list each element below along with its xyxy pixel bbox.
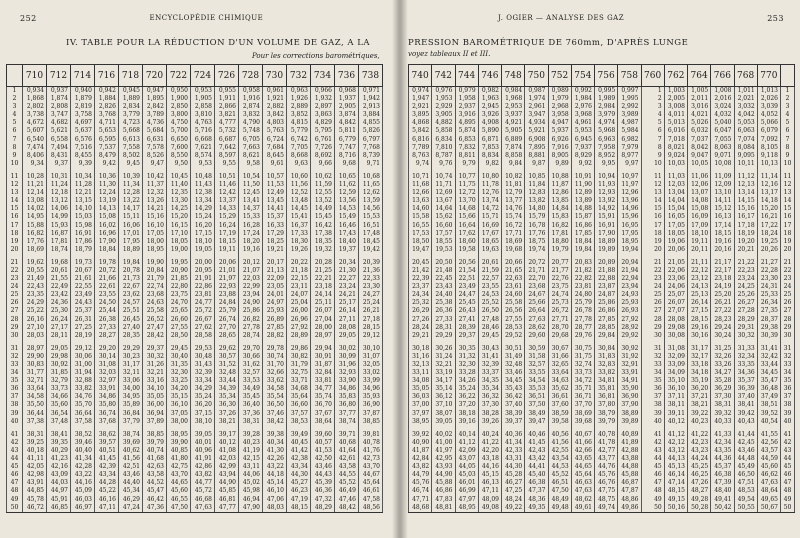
table-cell: 0,955 1,911 2,866 3,821 4,777 5,732 6,687 7,642 8,597 9,55 [215,87,239,168]
table-cell: 11,12 12,13 13,14 14,15 15,16 16,17 17,18 18,19 19,20 20,21 [734,173,757,254]
column-header: 730 [263,65,287,87]
table-cell: 0,984 1,968 2,953 3,937 4,921 5,905 6,889 7,874 8,858 9,84 [502,87,525,168]
table-cell: 21,27 22,28 23,30 24,31 25,33 26,34 27,35 28,37 29,38 30,39 [757,259,780,340]
table-cell: 20,56 21,54 22,51 23,49 24,47 25,45 26,43 27,41 28,39 29,37 [455,259,478,340]
table-cell: 29,53 30,48 31,43 32,39 33,34 34,29 35,24 36,20 37,15 38,10 [191,345,215,426]
running-head-right: J. OGIER — ANALYSE DES GAZ [498,14,625,22]
table-cell: 30,10 31,07 32,05 33,02 33,99 34,96 35,93 36,90 37,87 38,85 [359,345,383,426]
column-header: 724 [191,65,215,87]
table-cell: 40,14 41,12 42,09 43,07 44,05 45,03 46,01 46,99 47,97 48,95 [455,431,478,512]
table-cell: 0,971 1,942 2,913 3,884 4,855 5,826 6,797 7,768 8,739 9,71 [359,87,383,168]
table-cell: 20,94 21,94 22,94 23,94 24,93 25,93 26,93 27,92 28,92 29,92 [618,259,641,340]
table-cell: 10,34 11,28 12,21 13,15 14,10 15,03 15,98 16,91 17,86 18,79 [71,173,95,254]
table-cell: 20,06 21,01 21,97 22,93 23,88 24,84 25,79 26,74 27,70 28,65 [215,259,239,340]
table-block [409,259,795,340]
table-cell: 10,91 11,90 12,89 13,89 14,88 15,87 16,86 17,85 18,84 19,84 [571,173,594,254]
table-cell: 0,961 1,921 2,882 3,842 4,803 5,763 6,724 7,684 8,645 9,61 [263,87,287,168]
table-cell: 20,72 21,71 22,70 23,68 24,67 25,66 26,64 27,63 28,62 29,60 [525,259,548,340]
book-gutter [392,0,408,538]
page-number-right: 253 [767,14,784,23]
table-cell: 41,12 42,12 43,12 44,13 45,13 46,14 47,14 48,15 49,15 50,16 [664,431,687,512]
row-numbers: 31 32 33 34 35 36 37 38 39 40 [7,345,23,426]
table-block [7,345,383,426]
column-header: 768 [734,65,757,87]
table-cell: 10,42 11,37 12,32 13,26 14,21 15,16 16,10 17,05 18,00 18,95 [143,173,167,254]
table-cell: 19,95 20,90 21,85 22,80 23,75 24,70 25,65 26,60 27,55 28,50 [167,259,191,340]
table-cell: 10,77 11,75 12,72 13,70 14,68 15,66 16,64 17,62 18,60 19,58 [455,173,478,254]
page-number-left: 252 [20,14,37,23]
table-cell: 0,976 1,953 2,929 3,905 4,882 5,858 6,834 7,810 8,787 9,76 [432,87,455,168]
table-cell: 20,50 21,48 22,45 23,43 24,40 25,38 26,36 27,33 28,31 29,29 [432,259,455,340]
column-header: 720 [143,65,167,87]
table-cell: 1,013 2,026 3,039 4,052 5,066 6,079 7,092 8,105 9,118 10,13 [757,87,780,168]
column-header: 736 [335,65,359,87]
table-cell: 31,25 32,26 33,26 34,27 35,28 36,29 37,30 38,31 39,32 40,33 [711,345,734,426]
table-cell: 30,26 31,24 32,21 33,19 34,17 35,14 36,12 37,10 38,07 39,05 [432,345,455,426]
column-header: 752 [548,65,571,87]
table-cell: 0,947 1,895 2,842 3,789 4,736 5,684 6,631 7,578 8,526 9,47 [143,87,167,168]
table-cell: 29,86 30,82 31,79 32,75 33,71 34,68 35,64 36,60 37,57 38,53 [287,345,311,426]
table-cell: 29,20 30,14 31,08 32,03 32,97 33,91 34,86 35,80 36,74 37,68 [95,345,119,426]
table-cell: 11,06 12,06 13,07 14,08 15,08 16,09 17,09 18,10 19,11 20,11 [688,173,711,254]
row-numbers: 31 32 33 34 35 36 37 38 39 40 [781,345,795,426]
table-cell: 10,71 11,68 12,66 13,63 14,60 15,58 16,55 17,53 18,50 19,47 [409,173,432,254]
table-block [409,87,795,168]
table-cell: 10,65 11,62 12,59 13,56 14,53 15,49 16,46 17,43 18,40 19,37 [335,173,359,254]
table-cell: 20,22 21,18 22,15 23,11 24,07 25,04 26,00 26,96 27,92 28,89 [287,259,311,340]
table-cell: 30,84 31,83 32,83 33,82 34,81 35,81 36,81 37,80 38,79 39,79 [595,345,618,426]
table-cell: 31,33 32,34 33,35 34,36 35,37 36,39 37,40 38,41 39,42 40,43 [734,345,757,426]
table-cell: 0,995 1,989 2,984 3,979 4,974 5,968 6,963 7,958 8,952 9,95 [595,87,618,168]
table-cell: 19,84 20,78 21,73 22,67 23,62 24,57 25,51 26,45 27,40 28,35 [119,259,143,340]
table-cell: 31 32 33 34 35 36 37 38 39 40 [641,345,664,426]
table-cell: 1,011 2,021 3,032 4,042 5,053 6,063 7,074 8,084 9,095 10,11 [734,87,757,168]
table-cell: 10,94 11,93 12,93 13,92 14,92 15,91 16,91 17,90 18,89 19,89 [595,173,618,254]
row-numbers: 1 2 3 4 5 6 7 8 9 10 [781,87,795,168]
column-header: 748 [502,65,525,87]
table-cell: 1,003 2,005 3,008 4,011 5,013 6,016 7,018 8,021 9,024 10,03 [664,87,687,168]
table-cell: 39,05 40,01 40,96 41,91 42,86 43,82 44,77 45,72 46,68 47,63 [191,431,215,512]
table-cell: 0,979 1,958 2,937 3,916 4,895 5,874 6,853 7,832 8,811 9,79 [455,87,478,168]
table-cell: 29,29 30,23 31,17 32,11 33,06 34,00 34,95 35,89 36,84 37,79 [119,345,143,426]
table-cell: 29,70 30,66 31,62 32,57 33,53 34,49 35,45 36,40 37,36 38,31 [239,345,263,426]
table-cell: 39,71 40,68 41,64 42,61 43,58 44,55 45,52 46,49 47,46 48,42 [335,431,359,512]
table-block [7,259,383,340]
running-head-left: ENCYCLOPÉDIE CHIMIQUE [149,14,264,22]
column-header: 760 [641,65,664,87]
table-title-right: PRESSION BAROMÉTRIQUE DE 760mm, D'APRÈS LUNGE [408,38,689,48]
table-cell: 21,11 22,12 23,12 24,13 25,13 26,14 27,15 28,15 29,16 30,16 [688,259,711,340]
column-header: 740 [409,65,432,87]
table-cell: 10,80 11,78 12,76 13,74 14,72 15,71 16,69 17,67 18,65 19,63 [478,173,501,254]
table-cell: 41,22 42,23 43,23 44,24 45,25 46,25 47,26 48,27 49,28 50,28 [688,431,711,512]
left-running-head [20,14,376,23]
table-cell: 30,02 30,99 31,96 32,93 33,90 34,86 35,83 36,80 37,77 38,74 [335,345,359,426]
table-cell: 0,982 1,963 2,945 3,926 4,908 5,890 6,871 7,853 8,834 9,82 [478,87,501,168]
table-cell: 19,62 20,55 21,49 22,43 23,35 24,29 25,22 26,16 27,10 28,03 [23,259,47,340]
table-cell: 38,52 39,46 40,40 41,34 42,28 43,22 44,16 45,09 46,03 46,97 [71,431,95,512]
table-cell: 0,940 1,879 2,819 3,758 4,697 5,637 6,576 7,516 8,455 9,39 [71,87,95,168]
column-header: 764 [688,65,711,87]
table-cell: 28,97 29,90 30,83 31,77 32,71 33,64 34,58 35,50 36,44 37,38 [23,345,47,426]
table-cell: 30,92 31,92 32,91 33,91 34,91 35,90 36,90 37,90 38,89 39,89 [618,345,641,426]
table-cell: 21,05 22,06 23,06 24,06 25,07 26,07 27,07 28,08 29,08 30,08 [664,259,687,340]
column-header: 734 [311,65,335,87]
table-cell: 10,68 11,65 12,62 13,59 14,56 15,53 16,51 17,48 18,45 19,42 [359,173,383,254]
table-cell: 38,41 39,35 40,29 41,23 42,16 43,09 44,03 44,97 45,91 46,85 [47,431,71,512]
row-numbers: 41 42 43 44 45 46 47 48 49 50 [781,431,795,512]
table-cell: 20,66 21,65 22,63 23,61 24,60 25,58 26,56 27,55 28,53 29,52 [502,259,525,340]
table-cell: 10,39 11,34 12,28 13,22 14,17 15,11 16,06 17,01 17,95 18,89 [119,173,143,254]
column-header: 744 [455,65,478,87]
row-header [7,65,23,87]
table-cell: 38,31 39,25 40,18 41,11 42,05 42,98 43,91 44,85 45,78 46,72 [23,431,47,512]
table-cell: 40,24 41,22 42,20 43,18 44,16 45,15 46,13 47,11 48,09 49,08 [478,431,501,512]
table-cell: 38,62 39,57 40,51 41,45 42,39 43,34 44,28 45,22 46,16 47,11 [95,431,119,512]
table-cell: 29,94 30,91 31,87 32,84 33,81 34,77 35,74 36,70 37,67 38,64 [311,345,335,426]
table-block [409,173,795,254]
table-cell: 39,60 40,57 41,53 42,50 43,46 44,43 45,39 46,36 47,32 48,29 [311,431,335,512]
column-header: 728 [239,65,263,87]
table-subtitle-left: Pour les corrections barométriques, [252,52,380,60]
reduction-table-right [408,64,795,513]
table-cell: 40,36 41,34 42,33 43,31 44,30 45,28 46,27 47,25 48,24 49,22 [502,431,525,512]
table-cell: 40,56 41,56 42,55 43,54 44,53 45,52 46,51 47,50 48,49 49,48 [548,431,571,512]
table-cell: 10,28 11,21 12,14 13,08 14,02 14,95 15,88 16,82 17,76 18,69 [23,173,47,254]
table-block [7,87,383,168]
column-header: 756 [595,65,618,87]
row-header [781,65,795,87]
table-cell: 40,67 41,66 42,66 43,65 44,65 45,64 46,63 47,63 48,62 49,61 [571,431,594,512]
column-header: 722 [167,65,191,87]
table-block [409,345,795,426]
row-numbers: 1 2 3 4 5 6 7 8 9 10 [7,87,23,168]
row-numbers: 21 22 23 24 25 26 27 28 29 30 [7,259,23,340]
table-cell: 20,00 20,95 21,91 22,86 23,81 24,77 25,72 26,67 27,62 28,58 [191,259,215,340]
table-cell: 0,989 1,979 2,968 3,958 4,947 5,937 6,926 7,916 8,905 9,89 [548,87,571,168]
table-cell: 31,41 32,42 33,44 34,45 35,47 36,48 37,49 38,51 39,52 40,54 [757,345,780,426]
table-cell: 10,62 11,59 12,55 13,52 14,49 15,45 16,42 17,38 18,35 19,32 [311,173,335,254]
table-title-left: IV. TABLE POUR LA RÉDUCTION D'UN VOLUME DE GAZ, A LA [66,38,371,48]
right-running-head [498,14,784,23]
table-cell: 40,46 41,45 42,43 43,42 44,41 45,40 46,38 47,37 48,36 49,35 [525,431,548,512]
column-header: 754 [571,65,594,87]
table-cell: 39,17 40,12 41,08 42,03 42,99 43,94 44,90 45,85 46,81 47,77 [215,431,239,512]
table-cell: 1,005 2,011 3,016 4,021 5,026 6,032 7,037 8,042 9,047 10,05 [688,87,711,168]
table-cell: 19,78 20,72 21,66 22,61 23,55 24,50 25,44 26,38 27,33 28,27 [95,259,119,340]
reduction-table-left [6,64,383,513]
column-header: 766 [711,65,734,87]
table-cell: 40,89 41,89 42,88 43,88 44,88 45,88 46,87 47,87 48,86 49,86 [618,431,641,512]
table-block [7,431,383,512]
table-cell: 41,55 42,56 43,57 44,59 45,60 46,62 47,63 48,64 49,65 50,67 [757,431,780,512]
table-cell: 30,18 31,16 32,13 33,11 34,08 35,05 36,03 37,00 37,97 38,95 [409,345,432,426]
table-cell: 0,963 1,926 2,889 3,852 4,815 5,779 6,742 7,705 8,668 9,63 [287,87,311,168]
table-cell: 40,78 41,78 42,77 43,77 44,76 45,76 46,76 47,75 48,75 49,74 [595,431,618,512]
column-header: 738 [359,65,383,87]
table-cell: 20,12 21,07 22,03 22,99 23,94 24,90 25,86 26,82 27,78 28,74 [239,259,263,340]
table-cell: 0,958 1,916 2,874 3,832 4,790 5,748 6,705 7,663 8,621 9,58 [239,87,263,168]
table-cell: 29,62 30,57 31,52 32,48 33,44 34,39 35,34 36,30 37,26 38,21 [215,345,239,426]
table-cell: 30,51 31,49 32,48 33,46 34,45 35,43 36,42 37,40 38,39 39,37 [502,345,525,426]
table-cell: 10,60 11,56 12,52 13,48 14,45 15,41 16,37 17,33 18,30 19,26 [287,173,311,254]
table-cell: 1 2 3 4 5 6 7 8 9 10 [641,87,664,168]
column-header: 762 [664,65,687,87]
table-cell: 10,36 11,30 12,24 13,19 14,13 15,08 16,02 16,96 17,90 18,84 [95,173,119,254]
table-cell: 20,45 21,42 22,39 23,37 24,34 25,32 26,29 27,26 28,24 29,21 [409,259,432,340]
table-cell: 30,67 31,66 32,65 33,64 34,63 35,62 36,61 37,60 38,59 39,58 [548,345,571,426]
table-cell: 30,43 31,41 32,39 33,37 34,35 35,34 36,32 37,30 38,28 39,26 [478,345,501,426]
table-cell: 10,48 11,43 12,38 13,34 14,29 15,24 16,20 17,15 18,10 19,05 [191,173,215,254]
column-header: 742 [432,65,455,87]
table-cell: 39,49 40,45 41,42 42,38 43,34 44,30 45,27 46,23 47,19 48,15 [287,431,311,512]
column-header: 716 [95,65,119,87]
table-cell: 21,17 22,17 23,18 24,19 25,20 26,21 27,22 28,23 29,24 30,24 [711,259,734,340]
table-cell: 38,85 39,79 40,74 41,68 42,63 43,58 44,52 45,47 46,42 47,36 [143,431,167,512]
left-page [0,0,398,538]
table-cell: 39,81 40,78 41,76 42,73 43,70 44,67 45,64 46,61 47,58 48,56 [359,431,383,512]
table-cell: 10,57 11,53 12,49 13,45 14,41 15,37 16,33 17,29 18,25 19,21 [263,173,287,254]
table-cell: 31,08 32,09 33,09 34,09 35,10 36,10 37,11 38,11 39,11 40,12 [664,345,687,426]
table-cell: 41,44 42,45 43,46 44,48 45,49 46,50 47,51 48,53 49,54 50,55 [734,431,757,512]
row-numbers: 41 42 43 44 45 46 47 48 49 50 [7,431,23,512]
table-cell: 39,92 40,90 41,87 42,84 43,82 44,79 45,76 46,74 47,71 48,68 [409,431,432,512]
table-block [7,173,383,254]
table-cell: 29,05 29,98 30,92 31,85 32,79 33,73 34,66 35,60 36,54 37,48 [47,345,71,426]
table-cell: 39,38 40,34 41,30 42,26 43,22 44,18 45,14 46,10 47,06 48,03 [263,431,287,512]
table-cell: 0,987 1,974 2,961 3,947 4,934 5,921 6,908 7,895 8,881 9,87 [525,87,548,168]
table-cell: 20,28 21,25 22,21 23,18 24,14 25,11 26,07 27,04 28,00 28,97 [311,259,335,340]
table-cell: 10,88 11,87 12,86 13,85 14,84 15,83 16,82 17,81 18,80 19,79 [548,173,571,254]
table-cell: 10,82 11,81 12,79 13,77 14,76 15,74 16,72 17,71 18,69 19,68 [502,173,525,254]
table-cell: 20,34 21,30 22,27 23,24 24,21 25,17 26,14 27,11 28,08 29,05 [335,259,359,340]
table-cell: 29,37 30,32 31,26 32,21 33,16 34,10 35,05 36,00 36,94 37,89 [143,345,167,426]
column-header: 732 [287,65,311,87]
table-cell: 10,51 11,46 12,42 13,37 14,33 15,29 16,24 17,19 18,15 19,11 [215,173,239,254]
table-cell: 30,59 31,58 32,57 33,55 34,54 35,53 36,51 37,50 38,49 39,47 [525,345,548,426]
table-cell: 0,942 1,884 2,826 3,768 4,711 5,653 6,595 7,537 8,479 9,42 [95,87,119,168]
table-subtitle-right: voyez tableaux II et III. [408,50,491,58]
column-header: 746 [478,65,501,87]
column-header: 714 [71,65,95,87]
table-cell: 39,28 40,23 41,19 42,15 43,11 44,06 45,02 45,98 46,94 47,90 [239,431,263,512]
table-cell: 31,17 32,17 33,18 34,18 35,19 36,20 37,21 38,21 39,22 40,23 [688,345,711,426]
table-cell: 20,89 21,88 22,88 23,87 24,87 25,86 26,86 27,85 28,85 29,84 [595,259,618,340]
table-cell: 19,68 20,61 21,55 22,49 23,42 24,36 25,30 26,24 27,17 28,11 [47,259,71,340]
table-cell: 11,03 12,03 13,04 14,04 15,04 16,05 17,05 18,05 19,06 20,06 [664,173,687,254]
table-cell: 0,953 1,905 2,858 3,810 4,763 5,716 6,668 7,621 8,574 9,53 [191,87,215,168]
table-cell: 1,008 2,016 3,024 4,032 5,040 6,047 7,055 8,063 9,071 10,08 [711,87,734,168]
table-cell: 41 42 43 44 45 46 47 48 49 50 [641,431,664,512]
column-header: 750 [525,65,548,87]
table-cell: 29,78 30,74 31,70 32,66 33,62 34,58 35,54 36,50 37,46 38,42 [263,345,287,426]
table-cell: 30,35 31,32 32,30 33,28 34,26 35,24 36,22 37,20 38,18 39,16 [455,345,478,426]
table-cell: 0,992 1,984 2,976 3,968 4,961 5,953 6,945 7,937 8,929 9,92 [571,87,594,168]
table-cell: 20,61 21,59 22,57 23,55 24,53 25,52 26,50 27,48 28,46 29,45 [478,259,501,340]
row-numbers: 11 12 13 14 15 16 17 18 19 20 [781,173,795,254]
table-cell: 10,31 11,24 12,18 13,12 14,06 14,99 15,93 16,87 17,81 18,74 [47,173,71,254]
table-cell: 19,90 20,84 21,79 22,74 23,68 24,63 25,58 26,52 27,47 28,42 [143,259,167,340]
table-cell: 10,97 11,97 12,96 13,96 14,96 15,96 16,95 17,95 18,95 19,94 [618,173,641,254]
column-header: 718 [119,65,143,87]
table-cell: 0,945 1,889 2,834 3,779 4,723 5,668 6,613 7,558 8,502 9,45 [119,87,143,168]
column-header: 758 [618,65,641,87]
table-cell: 11,09 12,09 13,10 14,11 15,12 16,13 17,14 18,15 19,16 20,16 [711,173,734,254]
table-cell: 11 12 13 14 15 16 17 18 19 20 [641,173,664,254]
table-cell: 19,73 20,67 21,61 22,55 23,49 24,43 25,37 26,31 27,25 28,19 [71,259,95,340]
table-cell: 21 22 23 24 25 26 27 28 29 30 [641,259,664,340]
table-cell: 38,74 39,69 40,62 41,56 42,51 43,46 44,40 45,34 46,29 47,24 [119,431,143,512]
table-cell: 10,85 11,84 12,83 13,82 14,80 15,79 16,78 17,76 18,75 19,74 [525,173,548,254]
table-cell: 10,45 11,40 12,35 13,30 14,25 15,20 16,15 17,10 18,05 19,00 [167,173,191,254]
table-cell: 40,02 41,00 41,97 42,95 43,93 44,90 45,88 46,86 47,83 48,81 [432,431,455,512]
table-cell: 20,17 21,13 22,09 23,05 24,01 24,97 25,93 26,89 27,85 28,82 [263,259,287,340]
table-cell: 29,45 30,40 31,35 32,30 33,25 34,20 35,15 36,10 37,05 38,00 [167,345,191,426]
row-numbers: 11 12 13 14 15 16 17 18 19 20 [7,173,23,254]
table-cell: 0,974 1,947 2,921 3,895 4,868 5,842 6,816 7,789 8,763 9,74 [409,87,432,168]
table-cell: 0,968 1,937 2,905 3,874 4,842 5,811 6,779 7,747 8,716 9,68 [335,87,359,168]
table-cell: 41,33 42,34 43,35 44,36 45,37 46,38 47,39 48,40 49,41 50,42 [711,431,734,512]
row-numbers: 21 22 23 24 25 26 27 28 29 30 [781,259,795,340]
table-cell: 10,74 11,71 12,69 13,67 14,64 15,62 16,60 17,57 18,55 19,53 [432,173,455,254]
table-cell: 20,83 21,82 22,82 23,81 24,80 25,79 26,78 27,78 28,77 29,76 [571,259,594,340]
table-cell: 0,966 1,932 2,897 3,863 4,829 5,795 6,761 7,726 8,692 9,66 [311,87,335,168]
table-block [409,431,795,512]
table-cell: 0,997 1,995 2,992 3,989 4,987 5,984 6,982 7,979 8,977 9,97 [618,87,641,168]
table-cell: 0,937 1,874 2,808 3,747 4,682 5,621 6,558 7,494 8,431 9,37 [47,87,71,168]
table-cell: 29,12 30,06 31,00 31,94 32,88 33,82 34,76 35,70 36,64 37,58 [71,345,95,426]
table-cell: 20,39 21,36 22,33 23,30 24,27 25,24 26,21 27,18 28,15 29,12 [359,259,383,340]
table-cell: 38,95 39,90 40,85 41,80 42,75 43,70 44,65 45,60 46,55 47,50 [167,431,191,512]
right-page [398,0,800,538]
table-cell: 0,934 1,868 2,802 3,738 4,672 5,607 6,540 7,474 8,406 9,34 [23,87,47,168]
column-header: 710 [23,65,47,87]
column-header: 770 [757,65,780,87]
table-cell: 10,54 11,50 12,45 13,41 14,37 15,33 16,28 17,24 18,20 19,16 [239,173,263,254]
column-header: 726 [215,65,239,87]
column-header: 712 [47,65,71,87]
table-cell: 30,75 31,75 32,74 33,73 34,72 35,71 36,71 37,70 38,69 39,68 [571,345,594,426]
table-cell: 11,14 12,16 13,17 14,18 15,20 16,21 17,22 18,24 19,25 20,26 [757,173,780,254]
table-cell: 21,22 22,23 23,24 24,25 25,26 26,27 27,28 28,29 29,31 30,32 [734,259,757,340]
table-cell: 0,950 1,900 2,850 3,800 4,750 5,700 6,650 7,600 8,550 9,50 [167,87,191,168]
table-cell: 20,77 21,77 22,76 23,75 24,74 25,73 26,72 27,71 28,70 29,68 [548,259,571,340]
